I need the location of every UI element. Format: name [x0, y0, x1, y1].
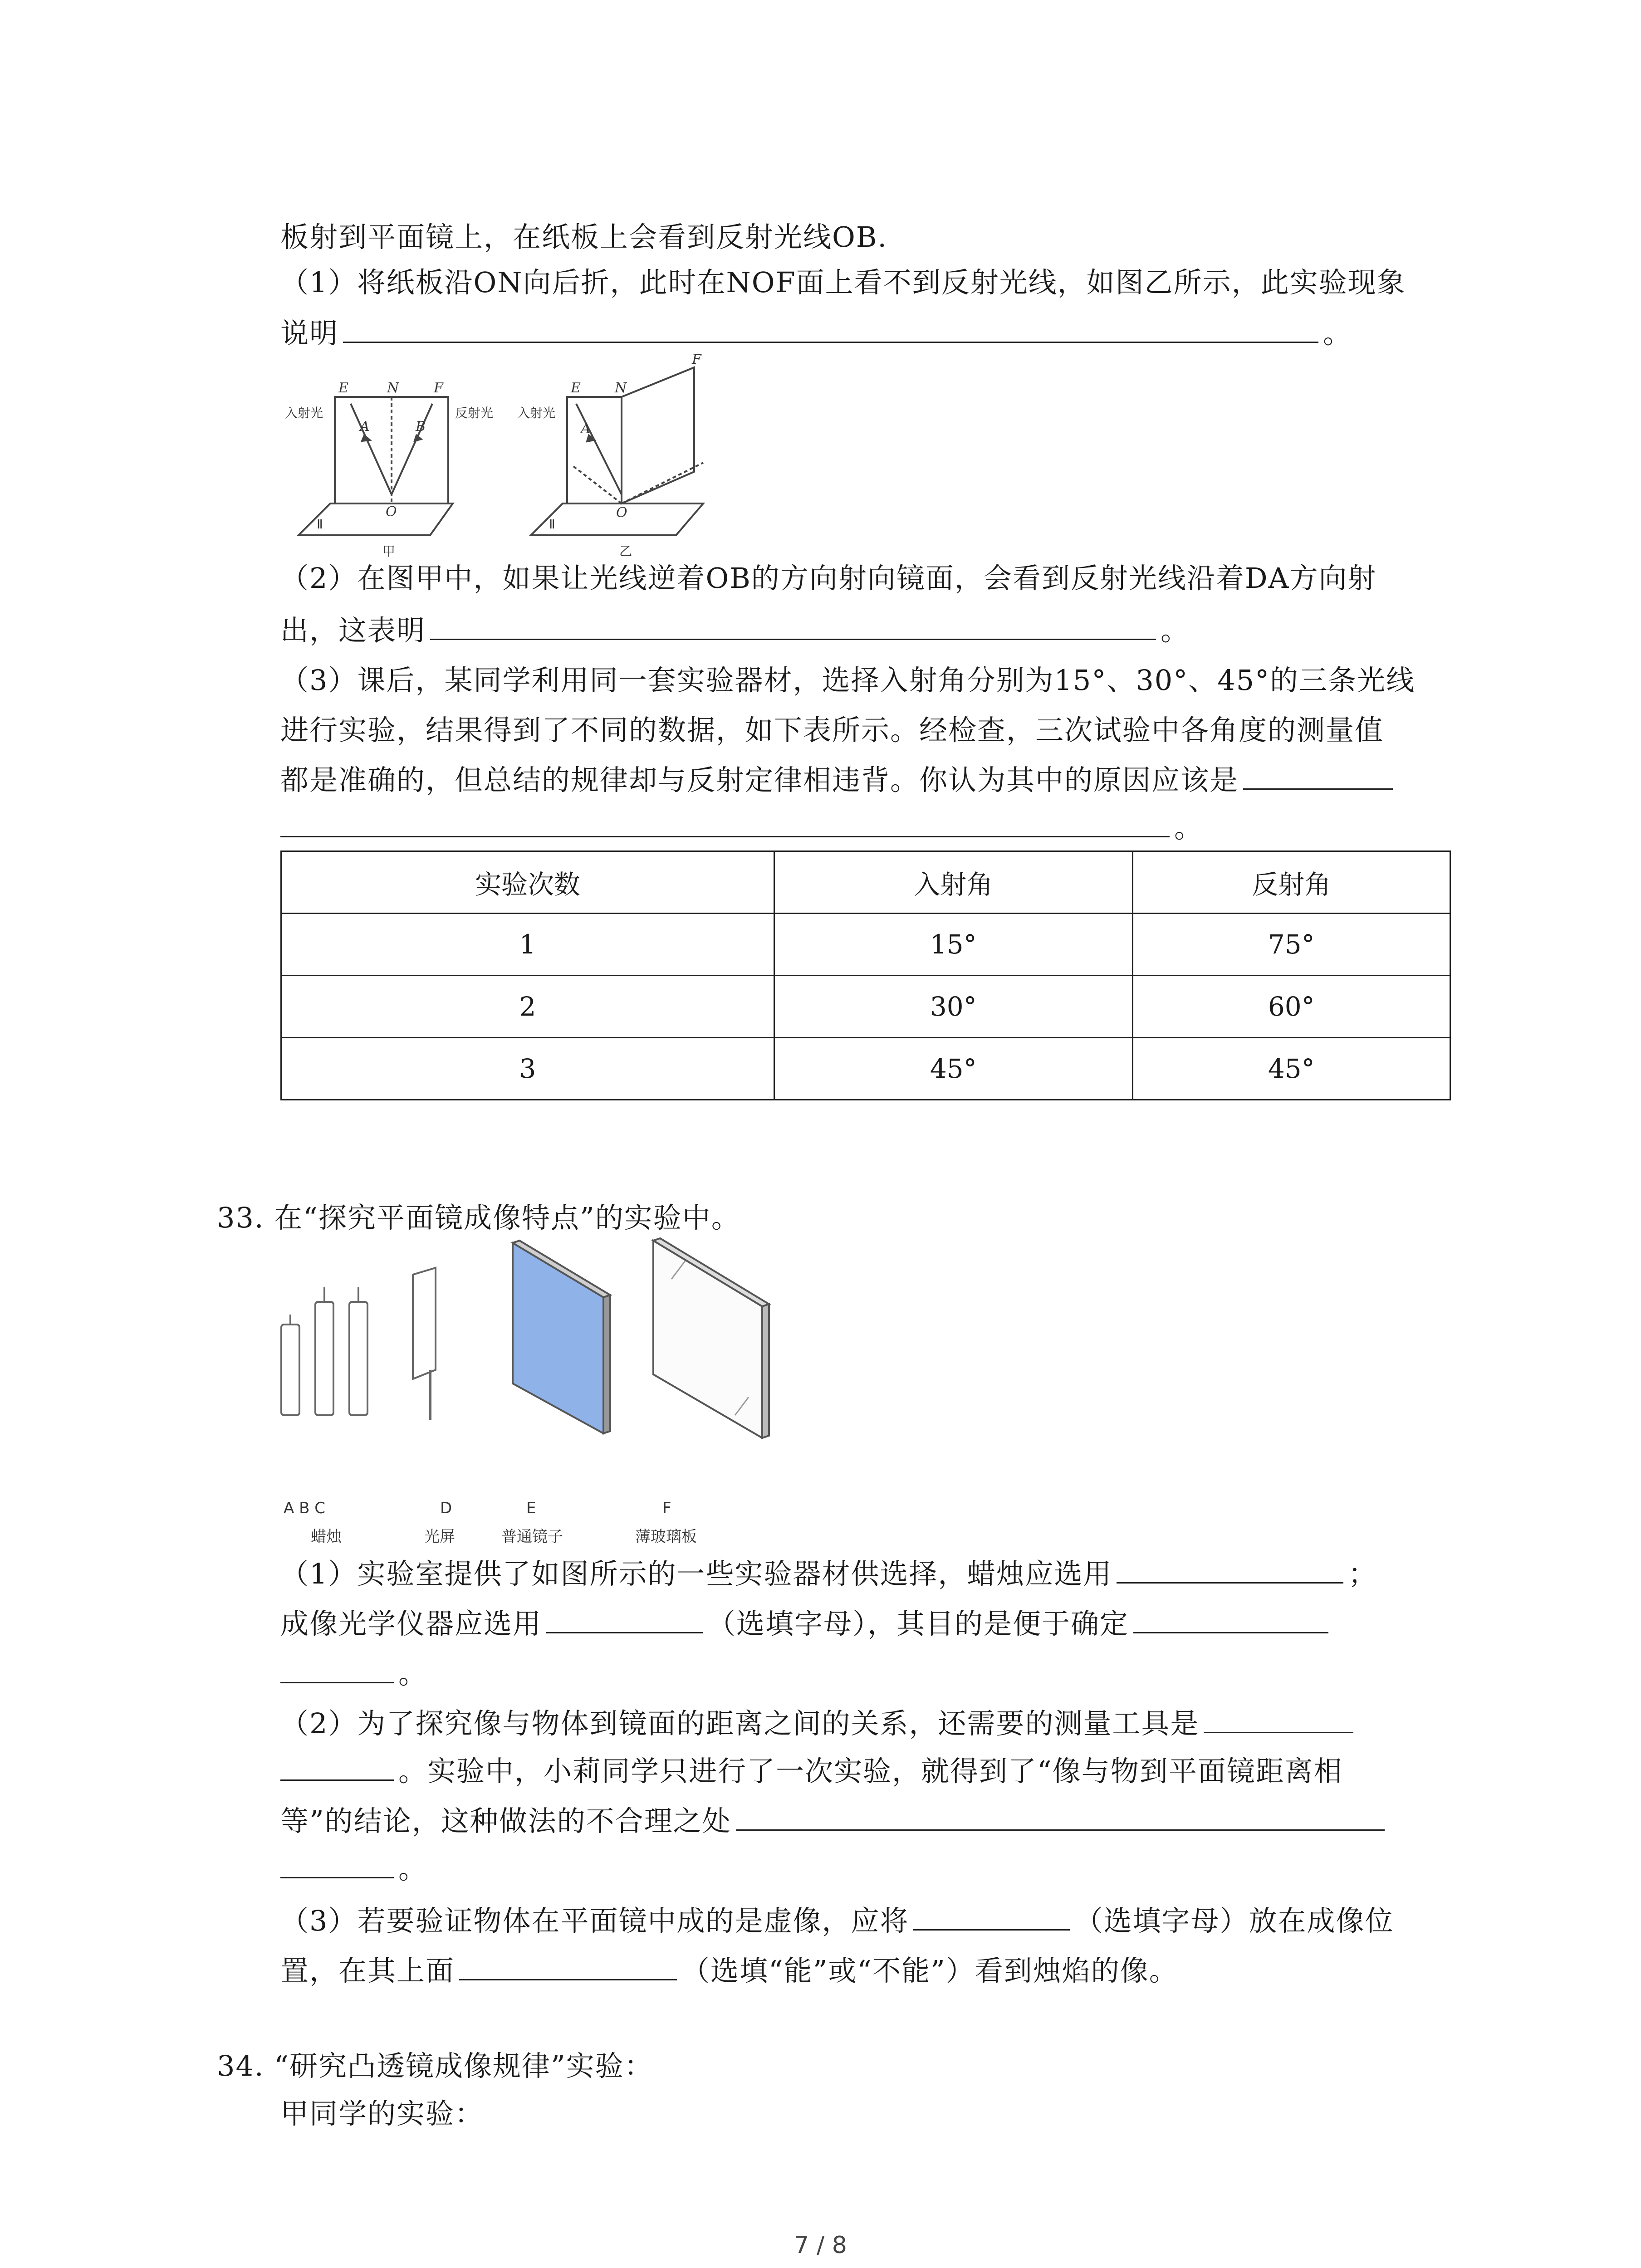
table-row: [281, 1038, 1450, 1100]
incident-label: 入射光: [517, 406, 556, 420]
reflected-label: 反射光: [455, 406, 494, 420]
answer-blank[interactable]: [546, 1604, 703, 1633]
table-header-row: [281, 851, 1450, 914]
reflected-ray: [392, 404, 432, 494]
screen-d: [413, 1268, 436, 1379]
q33-p3-line2: [280, 1950, 1178, 1991]
q32-p1-line1: （1）将纸板沿ON向后折，此时在NOF面上看不到反射光线，如图乙所示，此实验现象: [280, 266, 1406, 299]
label-b: B: [416, 419, 426, 435]
label-a: A: [360, 419, 370, 435]
q32-p3-line4: [280, 807, 1203, 848]
letter-f: F: [662, 1499, 671, 1517]
table-cell: 3: [281, 1038, 774, 1100]
q32-p3-end: 。: [1174, 811, 1204, 844]
q33-p3-text1a: （3）若要验证物体在平面镜中成的是虚像，应将: [280, 1904, 909, 1937]
q33-p3-text2a: 置，在其上面: [280, 1954, 455, 1987]
q33-p1-text2b: （选填字母），其目的是便于确定: [707, 1607, 1129, 1640]
label-e: E: [571, 380, 581, 396]
q33-p3-text2b: （选填“能”或“不能”）看到烛焰的像。: [681, 1954, 1178, 1987]
label-f: F: [692, 354, 701, 367]
paper-board-e: [567, 397, 622, 503]
label-o: O: [386, 504, 397, 520]
q32-p3-line1: （3）课后，某同学利用同一套实验器材，选择入射角分别为15°、30°、45°的三条光线: [280, 664, 1416, 697]
paper-board-f: [622, 367, 694, 503]
table-row: [281, 976, 1450, 1038]
label-f: F: [434, 380, 443, 396]
answer-blank[interactable]: [1243, 760, 1393, 790]
q32-p1-line2: [280, 313, 1352, 354]
q34-title: 34. “研究凸透镜成像规律”实验：: [217, 2049, 653, 2082]
answer-blank[interactable]: [280, 808, 1170, 837]
q32-p3-label: 都是准确的，但总结的规律却与反射定律相违背。你认为其中的原因应该是: [280, 763, 1239, 797]
q32-p1-label: 说明: [280, 317, 339, 350]
q33-p1-end: 。: [398, 1657, 428, 1690]
q34-sub: 甲同学的实验：: [280, 2097, 484, 2130]
q32-p2-label: 出，这表明: [280, 614, 426, 647]
table-cell: 45°: [1132, 1038, 1450, 1100]
label-o: O: [616, 505, 627, 521]
q33-p3-line1: [280, 1901, 1394, 1941]
table-cell: 30°: [774, 976, 1132, 1038]
q33-p1-line1: [280, 1554, 1377, 1594]
q33-p2-text3: 等”的结论，这种做法的不合理之处: [280, 1804, 731, 1838]
arrow-icon: [415, 435, 421, 441]
label-e: E: [338, 380, 348, 396]
q33-p1-text: （1）实验室提供了如图所示的一些实验器材供选择，蜡烛应选用: [280, 1557, 1112, 1590]
q33-p2-line4: [280, 1848, 427, 1889]
table-cell: 75°: [1132, 914, 1450, 976]
q33-p2-line3: [280, 1801, 1389, 1842]
table-cell: 2: [281, 976, 774, 1038]
q33-apparatus-figure: [272, 1234, 817, 1452]
answer-blank[interactable]: [913, 1901, 1070, 1931]
q33-p2-line1: [280, 1703, 1358, 1744]
page-number: 7 / 8: [794, 2232, 847, 2259]
candle-a: [281, 1325, 299, 1415]
table-cell: 15°: [774, 914, 1132, 976]
label-a: A: [581, 421, 591, 437]
q32-intro: 板射到平面镜上，在纸板上会看到反射光线OB.: [280, 220, 888, 254]
answer-blank[interactable]: [280, 1654, 394, 1683]
letter-d: D: [440, 1499, 452, 1517]
candle-b: [315, 1302, 333, 1415]
caption-candle: 蜡烛: [311, 1528, 342, 1546]
q33-p1-semi: ；: [1348, 1557, 1377, 1590]
answer-blank[interactable]: [1133, 1604, 1328, 1633]
arrow-icon: [362, 435, 370, 441]
mirror-e: [513, 1243, 603, 1433]
caption-jia: 甲: [382, 544, 396, 559]
q32-p3-line2: 进行实验，结果得到了不同的数据，如下表所示。经检查，三次试验中各角度的测量值: [280, 714, 1384, 747]
answer-blank[interactable]: [1117, 1554, 1343, 1584]
figure-jia: [280, 372, 507, 562]
q33-p1-text2a: 成像光学仪器应选用: [280, 1607, 542, 1640]
caption-yi: 乙: [619, 544, 632, 559]
answer-blank[interactable]: [1204, 1704, 1353, 1733]
q32-p1-end: 。: [1323, 317, 1352, 350]
incident-label: 入射光: [285, 406, 323, 420]
answer-blank[interactable]: [459, 1951, 677, 1980]
q33-p1-line3: [280, 1653, 427, 1694]
q33-title: 33. 在“探究平面镜成像特点”的实验中。: [217, 1201, 740, 1234]
angle-table: [280, 850, 1451, 1100]
incident-ray: [576, 404, 622, 494]
answer-blank[interactable]: [280, 1751, 394, 1781]
q33-p2-text2: 。实验中，小莉同学只进行了一次实验，就得到了“像与物到平面镜距离相: [398, 1755, 1343, 1788]
q33-p3-text1b: （选填字母）放在成像位: [1074, 1904, 1394, 1937]
table-cell: 1: [281, 914, 774, 976]
caption-mirror: 普通镜子: [501, 1528, 563, 1546]
q33-p2-line2: [280, 1751, 1343, 1792]
candle-c: [349, 1302, 367, 1415]
answer-blank[interactable]: [280, 1849, 394, 1878]
table-row: [281, 914, 1450, 976]
roman-label: Ⅱ: [549, 517, 555, 532]
label-n: N: [615, 380, 627, 396]
q33-p2-end: 。: [398, 1852, 428, 1885]
answer-blank[interactable]: [430, 611, 1156, 640]
table-header: 反射角: [1132, 851, 1450, 914]
q32-p3-line3: [280, 760, 1397, 801]
roman-label: Ⅱ: [317, 517, 323, 532]
incident-ray: [351, 404, 392, 494]
caption-screen: 光屏: [424, 1528, 455, 1546]
label-n: N: [387, 380, 399, 396]
q32-p2-end: 。: [1161, 614, 1190, 647]
letter-e: E: [526, 1499, 536, 1517]
table-cell: 60°: [1132, 976, 1450, 1038]
table-header: 入射角: [774, 851, 1132, 914]
q32-p2-line2: [280, 610, 1190, 651]
caption-glass: 薄玻璃板: [635, 1528, 697, 1546]
table-cell: 45°: [774, 1038, 1132, 1100]
table-header: 实验次数: [281, 851, 774, 914]
figure-yi: [513, 354, 749, 562]
q32-p2-line1: （2）在图甲中，如果让光线逆着OB的方向射向镜面，会看到反射光线沿着DA方向射: [280, 562, 1377, 595]
q33-p1-line2: [280, 1603, 1333, 1644]
answer-blank[interactable]: [736, 1801, 1385, 1831]
q33-p2-text1: （2）为了探究像与物体到镜面的距离之间的关系，还需要的测量工具是: [280, 1707, 1200, 1740]
answer-blank[interactable]: [343, 313, 1318, 343]
letters-abc: A B C: [284, 1499, 325, 1517]
